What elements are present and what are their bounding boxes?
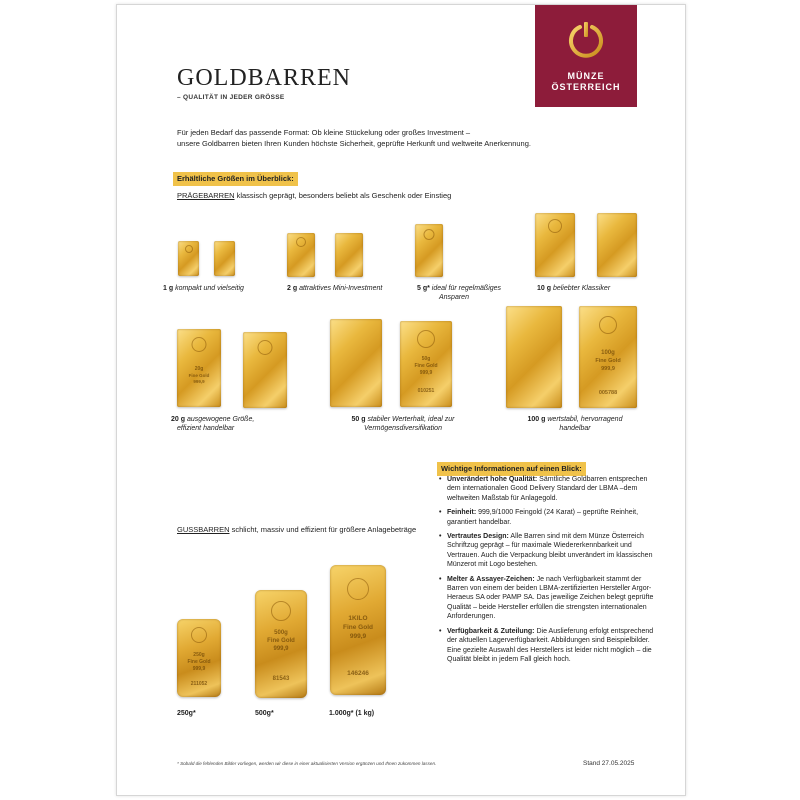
caption-1g: 1 g kompakt und vielseitig bbox=[163, 285, 244, 292]
intro-line1: Für jeden Bedarf das passende Format: Ob kleine Stückelung oder großes Investment – bbox=[177, 128, 471, 137]
gold-bar-10g-back bbox=[597, 213, 637, 277]
info-heading: Wichtige Informationen auf einen Blick: bbox=[437, 462, 586, 476]
gold-bar-500g: 500g Fine Gold 999,9 81543 bbox=[255, 590, 307, 698]
gold-bar-2g-front bbox=[287, 233, 315, 277]
footnote: * Sobald die fehlenden Bilder vorliegen, werden wir diese in einer aktualisierten Version ergänzen und Ihnen zukommen lassen. bbox=[177, 761, 437, 766]
info-item-availability: • Verfügbarkeit & Zuteilung: Die Auslieferung erfolgt entsprechend der aktuellen Lagerverfügbarkeit. Abbildungen sind Beispielbilder. Eine gezielte Auswahl des Herstellers ist leider nicht möglich – die Qualität bleibt in jedem Fall gleich hoch. bbox=[439, 627, 661, 665]
gussbarren-heading bbox=[177, 525, 416, 535]
gold-bar-1g-back bbox=[214, 241, 235, 276]
gussbarren-label: GUSSBARREN bbox=[177, 525, 230, 534]
logo-ring-icon bbox=[566, 19, 606, 59]
caption-10g: 10 g beliebter Klassiker bbox=[537, 285, 611, 292]
gold-bar-100g-back bbox=[506, 306, 562, 408]
caption-2g: 2 g attraktives Mini-Investment bbox=[287, 285, 383, 292]
caption-1kg: 1.000g* (1 kg) bbox=[329, 710, 375, 717]
info-item-quality: • Unverändert hohe Qualität: Sämtliche Goldbarren entsprechen dem internationalen Good Delivery Standard der LBMA –dem weltweiten Maßstab für Anlagegold. bbox=[439, 475, 661, 503]
page-subtitle: – QUALITÄT IN JEDER GRÖSSE bbox=[177, 94, 285, 101]
gold-bar-1kg: 1KILO Fine Gold 999,9 146246 bbox=[330, 565, 386, 695]
caption-250g: 250g* bbox=[177, 710, 196, 717]
document-date: Stand 27.05.2025 bbox=[583, 760, 635, 767]
praegebarren-desc: klassisch geprägt, besonders beliebt als Geschenk oder Einstieg bbox=[234, 191, 452, 200]
gussbarren-desc: schlicht, massiv und effizient für größere Anlagebeträge bbox=[229, 525, 417, 534]
info-item-fineness: • Feinheit: 999,9/1000 Feingold (24 Karat) – geprüfte Reinheit, garantiert handelbar. bbox=[439, 508, 661, 527]
gold-bar-20g-back bbox=[243, 332, 287, 408]
gold-bar-1g-front bbox=[178, 241, 199, 276]
gold-bar-50g-back bbox=[330, 319, 382, 407]
gold-bar-5g bbox=[415, 224, 443, 277]
logo-line1: MÜNZE bbox=[567, 71, 605, 81]
intro-line2: unsere Goldbarren bieten Ihren Kunden höchste Sicherheit, geprüfte Herkunft und weltweite Anerkennung. bbox=[177, 139, 531, 148]
page-title: GOLDBARREN bbox=[177, 65, 352, 91]
info-item-melter: • Melter & Assayer-Zeichen: Je nach Verfügbarkeit stammt der Barren von einem der beiden LBMA-zertifizierten Hersteller Argor-Heraeus SA oder PAMP SA. Das jeweilige Zeichen belegt geprüfte Qualität – beide Hersteller erfüllen die strengsten internationalen Anforderungen. bbox=[439, 575, 661, 622]
gold-bar-250g: 250g Fine Gold 999,9 211052 bbox=[177, 619, 221, 697]
gold-bar-2g-back bbox=[335, 233, 363, 277]
muenze-oesterreich-logo bbox=[535, 5, 637, 107]
intro-text bbox=[177, 127, 597, 149]
caption-100g: 100 g wertstabil, hervorragend handelbar bbox=[527, 416, 623, 432]
logo-line2: ÖSTERREICH bbox=[551, 82, 621, 92]
gold-bar-100g-front: 100g Fine Gold 999,9 005788 bbox=[579, 306, 637, 408]
gold-bar-50g-front: 50g Fine Gold 999,9 010251 bbox=[400, 321, 452, 407]
praegebarren-heading bbox=[177, 191, 451, 201]
caption-20g: 20 g ausgewogene Größe, effizient handelbar bbox=[171, 416, 255, 432]
gold-bar-20g-front: 20g Fine Gold 999,9 bbox=[177, 329, 221, 407]
gold-bar-10g-front bbox=[535, 213, 575, 277]
caption-5g: 5 g* ideal für regelmäßiges Ansparen bbox=[417, 285, 502, 301]
caption-500g: 500g* bbox=[255, 710, 274, 717]
caption-50g: 50 g stabiler Werterhalt, ideal zur Vermögensdiversifikation bbox=[351, 416, 455, 432]
document-page bbox=[116, 4, 686, 796]
info-list bbox=[439, 475, 661, 669]
info-item-design: • Vertrautes Design: Alle Barren sind mit dem Münze Österreich Schriftzug geprägt – für maximale Wiedererkennbarkeit und Vertrauen. Auch die Verpackung bleibt unverändert im klassischen Münzerot mit Logo bestehen. bbox=[439, 532, 661, 570]
sizes-heading: Erhältliche Größen im Überblick: bbox=[173, 172, 298, 186]
praegebarren-label: PRÄGEBARREN bbox=[177, 191, 235, 200]
